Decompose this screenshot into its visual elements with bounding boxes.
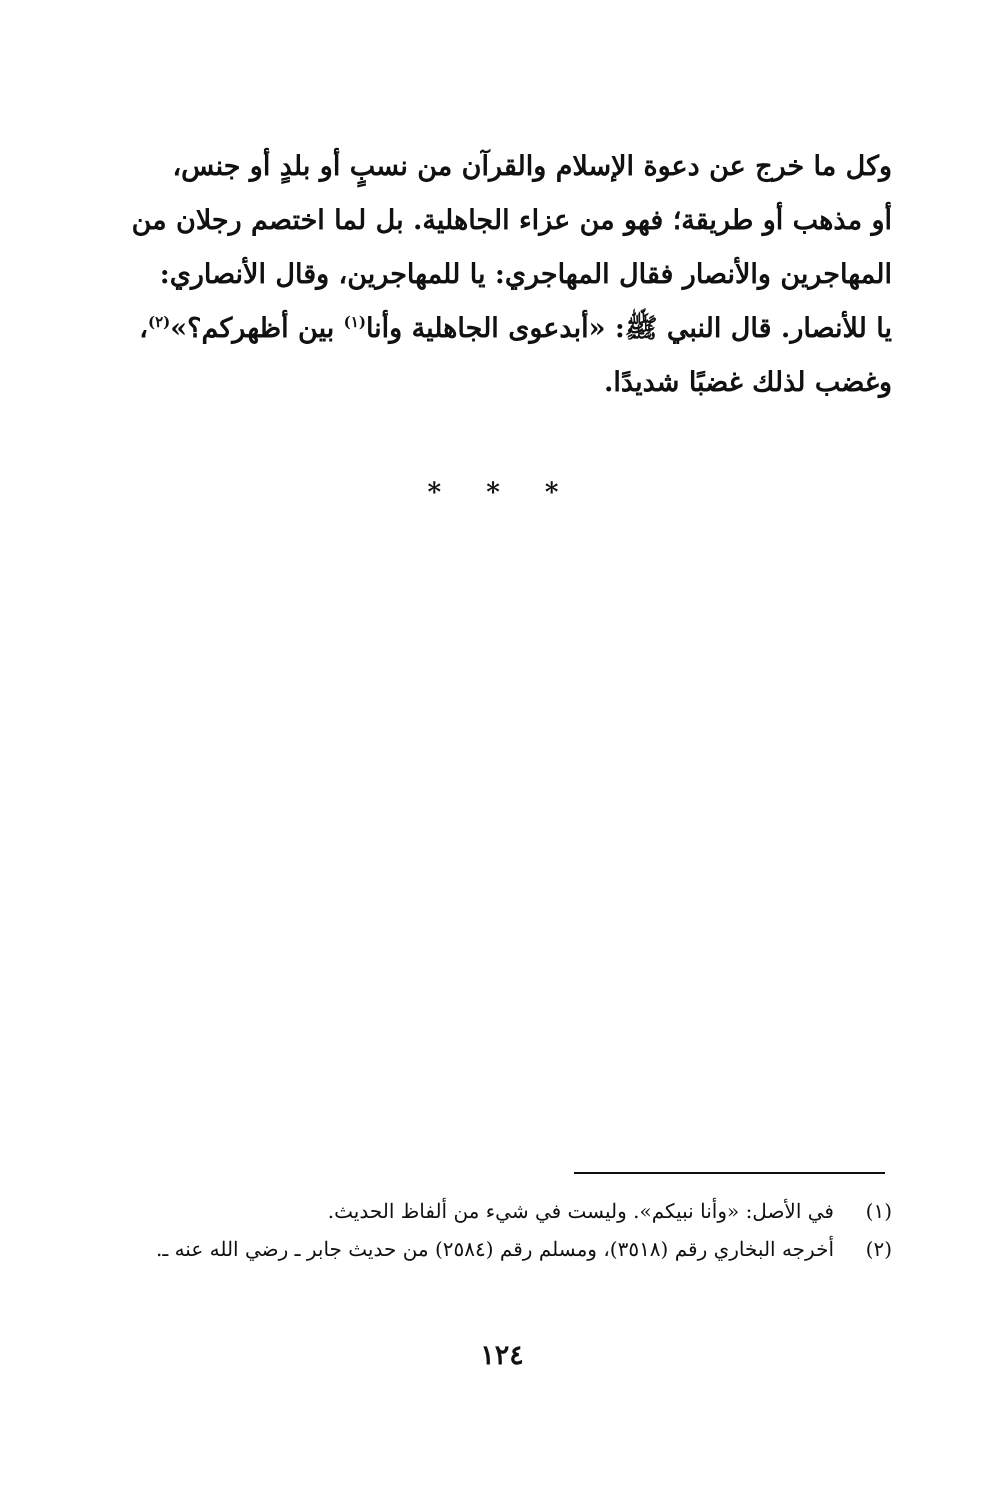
- footnote-item: [102, 1192, 892, 1230]
- paragraph-line: [112, 302, 892, 356]
- footnote-text: في الأصل: «وأنا نبيكم». وليست في شيء من ألفاظ الحديث.: [327, 1199, 834, 1223]
- footnote-ref-2[interactable]: (٢): [147, 313, 171, 331]
- footnotes: [102, 1192, 892, 1268]
- footnote-item: [102, 1230, 892, 1268]
- paragraph-line: وكل ما خرج عن دعوة الإسلام والقرآن من نسبٍ أو بلدٍ أو جنس،: [172, 151, 892, 182]
- paragraph-line: وغضب لذلك غضبًا شديدًا.: [604, 367, 892, 398]
- section-separator: * * *: [427, 478, 577, 508]
- footnote-ref-1[interactable]: (١): [343, 313, 366, 331]
- page-number: ١٢٤: [480, 1340, 524, 1371]
- line-text: بين أظهركم؟»: [170, 313, 344, 344]
- line-text: يا للأنصار. قال النبي ﷺ: «أبدعوى الجاهلية وأنا: [365, 313, 892, 344]
- paragraph-line: المهاجرين والأنصار فقال المهاجري: يا للمهاجرين، وقال الأنصاري:: [159, 259, 892, 290]
- line-text: ،: [139, 313, 148, 344]
- footnote-number: (١): [865, 1199, 892, 1223]
- paragraph-line: أو مذهب أو طريقة؛ فهو من عزاء الجاهلية. بل لما اختصم رجلان من: [131, 205, 892, 236]
- footnote-number: (٢): [865, 1237, 892, 1261]
- footnote-divider: [574, 1172, 885, 1174]
- main-paragraph: [112, 140, 892, 410]
- footnote-text: أخرجه البخاري رقم (٣٥١٨)، ومسلم رقم (٢٥٨٤) من حديث جابر ـ رضي الله عنه ـ.: [156, 1237, 834, 1261]
